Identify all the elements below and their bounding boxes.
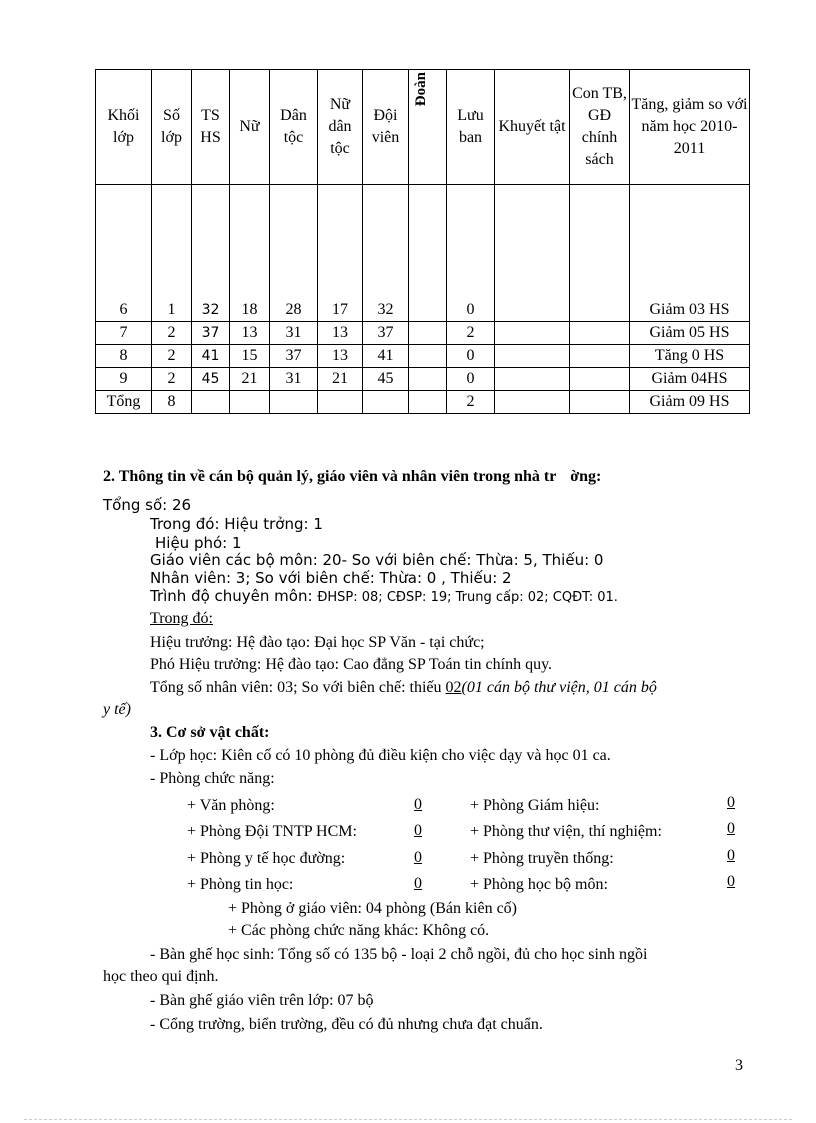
table-cell [570, 322, 630, 345]
room-item: + Phòng truyền thống: [470, 850, 614, 867]
room-value: 0 [414, 849, 422, 866]
col-header: Khuyết tật [495, 70, 570, 185]
table-cell: 21 [230, 368, 270, 391]
table-cell: 28 [270, 185, 318, 322]
room-value: 0 [727, 847, 735, 864]
room-item: + Phòng Giám hiệu: [470, 797, 600, 814]
room-item: + Phòng tin học: [187, 876, 294, 893]
table-row [96, 322, 750, 345]
table-cell: 13 [230, 322, 270, 345]
room-value: 0 [727, 794, 735, 811]
table-row [96, 185, 750, 322]
table-cell [570, 345, 630, 368]
table-cell [409, 368, 447, 391]
student-statistics-table [95, 69, 750, 414]
room-value: 0 [727, 820, 735, 837]
staff-detail-cont: y tế) [103, 701, 131, 718]
table-cell: 2 [447, 322, 495, 345]
table-cell [495, 322, 570, 345]
table-cell: 37 [192, 322, 230, 345]
table-cell: 2 [152, 322, 192, 345]
table-cell [192, 391, 230, 414]
table-cell [495, 345, 570, 368]
table-cell: 15 [230, 345, 270, 368]
other-rooms: + Các phòng chức năng khác: Không có. [228, 922, 490, 939]
table-cell [409, 391, 447, 414]
table-cell: 18 [230, 185, 270, 322]
table-cell [270, 391, 318, 414]
table-cell: 17 [318, 185, 363, 322]
table-header-row [96, 70, 750, 185]
vice-detail: Phó Hiệu trưởng: Hệ đào tạo: Cao đẳng SP Toán tin chính quy. [150, 656, 553, 673]
table-cell [495, 368, 570, 391]
room-value: 0 [414, 796, 422, 813]
room-item: + Phòng Đội TNTP HCM: [187, 823, 357, 840]
room-value: 0 [414, 875, 422, 892]
table-cell [409, 322, 447, 345]
table-cell: 13 [318, 345, 363, 368]
col-header: Con TB, GĐ chính sách [570, 70, 630, 185]
school-gate: - Cổng trường, biển trường, đều có đủ nhưng chưa đạt chuẩn. [150, 1016, 543, 1033]
table-cell: 8 [96, 345, 152, 368]
section3-heading: 3. Cơ sở vật chất: [150, 724, 270, 741]
col-header: Nữ dân tộc [318, 70, 363, 185]
table-cell: 0 [447, 185, 495, 322]
teacher-count: Giáo viên các bộ môn: 20- So với biên chế: Thừa: 5, Thiếu: 0 [150, 551, 604, 569]
table-cell: 8 [152, 391, 192, 414]
table-cell: Giảm 05 HS [630, 322, 750, 345]
student-desks-cont: học theo qui định. [103, 968, 219, 985]
table-cell: 45 [363, 368, 409, 391]
qualification: Trình độ chuyên môn: ĐHSP: 08; CĐSP: 19; Trung cấp: 02; CQĐT: 01. [150, 587, 618, 605]
table-cell: 37 [363, 322, 409, 345]
table-cell: 2 [447, 391, 495, 414]
table-cell [409, 185, 447, 322]
col-header: Khối lớp [96, 70, 152, 185]
table-cell: Giảm 09 HS [630, 391, 750, 414]
teacher-desks: - Bàn ghế giáo viên trên lớp: 07 bộ [150, 992, 374, 1009]
room-item: + Văn phòng: [187, 797, 275, 814]
page-number: 3 [735, 1057, 743, 1074]
table-cell: Giảm 04HS [630, 368, 750, 391]
table-cell: 41 [363, 345, 409, 368]
staff-total: Tổng số: 26 [103, 496, 192, 514]
table-row [96, 391, 750, 414]
col-header: Nữ [230, 70, 270, 185]
table-cell: 2 [152, 345, 192, 368]
room-value: 0 [414, 822, 422, 839]
col-header: Số lớp [152, 70, 192, 185]
table-cell: 31 [270, 322, 318, 345]
table-cell: 9 [96, 368, 152, 391]
student-desks: - Bàn ghế học sinh: Tổng số có 135 bộ - loại 2 chỗ ngồi, đủ cho học sinh ngồi [150, 946, 648, 963]
staff-detail: Tổng số nhân viên: 03; So với biên chế: thiếu 02(01 cán bộ thư viện, 01 cán bộ [150, 679, 657, 696]
table-cell: 6 [96, 185, 152, 322]
table-cell: 2 [152, 368, 192, 391]
col-header: TS HS [192, 70, 230, 185]
table-cell [570, 391, 630, 414]
col-header: Dân tộc [270, 70, 318, 185]
table-cell: 41 [192, 345, 230, 368]
table-cell: 31 [270, 368, 318, 391]
vice-count: Hiệu phó: 1 [155, 534, 242, 552]
classrooms: - Lớp học: Kiên cố có 10 phòng đủ điều kiện cho việc dạy và học 01 ca. [150, 747, 611, 764]
table-cell [363, 391, 409, 414]
room-item: + Phòng y tế học đường: [187, 850, 346, 867]
table-cell: 32 [363, 185, 409, 322]
table-cell: 0 [447, 368, 495, 391]
principal-count: Trong đó: Hiệu trởng: 1 [150, 515, 323, 533]
table-cell: 1 [152, 185, 192, 322]
col-header: Đội viên [363, 70, 409, 185]
table-cell: 32 [192, 185, 230, 322]
staff-count: Nhân viên: 3; So với biên chế: Thừa: 0 , Thiếu: 2 [150, 569, 512, 587]
in-which-label: Trong đó: [150, 610, 213, 627]
table-cell [409, 345, 447, 368]
table-cell: 0 [447, 345, 495, 368]
col-header: Tăng, giảm so với năm học 2010-2011 [630, 70, 750, 185]
table-cell [495, 185, 570, 322]
col-header-rotated: Đoàn [409, 70, 447, 185]
table-cell: 21 [318, 368, 363, 391]
col-header: Lưu ban [447, 70, 495, 185]
table-row [96, 345, 750, 368]
table-cell: 37 [270, 345, 318, 368]
table-cell: Tăng 0 HS [630, 345, 750, 368]
table-cell [495, 391, 570, 414]
rooms-label: - Phòng chức năng: [150, 770, 275, 787]
table-cell: 13 [318, 322, 363, 345]
table-cell [570, 185, 630, 322]
table-cell: 7 [96, 322, 152, 345]
page-divider [24, 1119, 792, 1120]
table-cell: Giảm 03 HS [630, 185, 750, 322]
table-cell [230, 391, 270, 414]
table-row [96, 368, 750, 391]
table-cell: Tổng [96, 391, 152, 414]
room-item: + Phòng thư viện, thí nghiệm: [470, 823, 662, 840]
table-cell [318, 391, 363, 414]
section2-heading: 2. Thông tin về cán bộ quản lý, giáo viên và nhân viên trong nhà tr ờng: [103, 468, 602, 485]
table-cell [570, 368, 630, 391]
room-item: + Phòng học bộ môn: [470, 876, 608, 893]
teacher-rooms: + Phòng ở giáo viên: 04 phòng (Bán kiên cố) [228, 900, 517, 917]
principal-detail: Hiệu trưởng: Hệ đào tạo: Đại học SP Văn - tại chức; [150, 634, 485, 651]
table-cell: 45 [192, 368, 230, 391]
room-value: 0 [727, 873, 735, 890]
